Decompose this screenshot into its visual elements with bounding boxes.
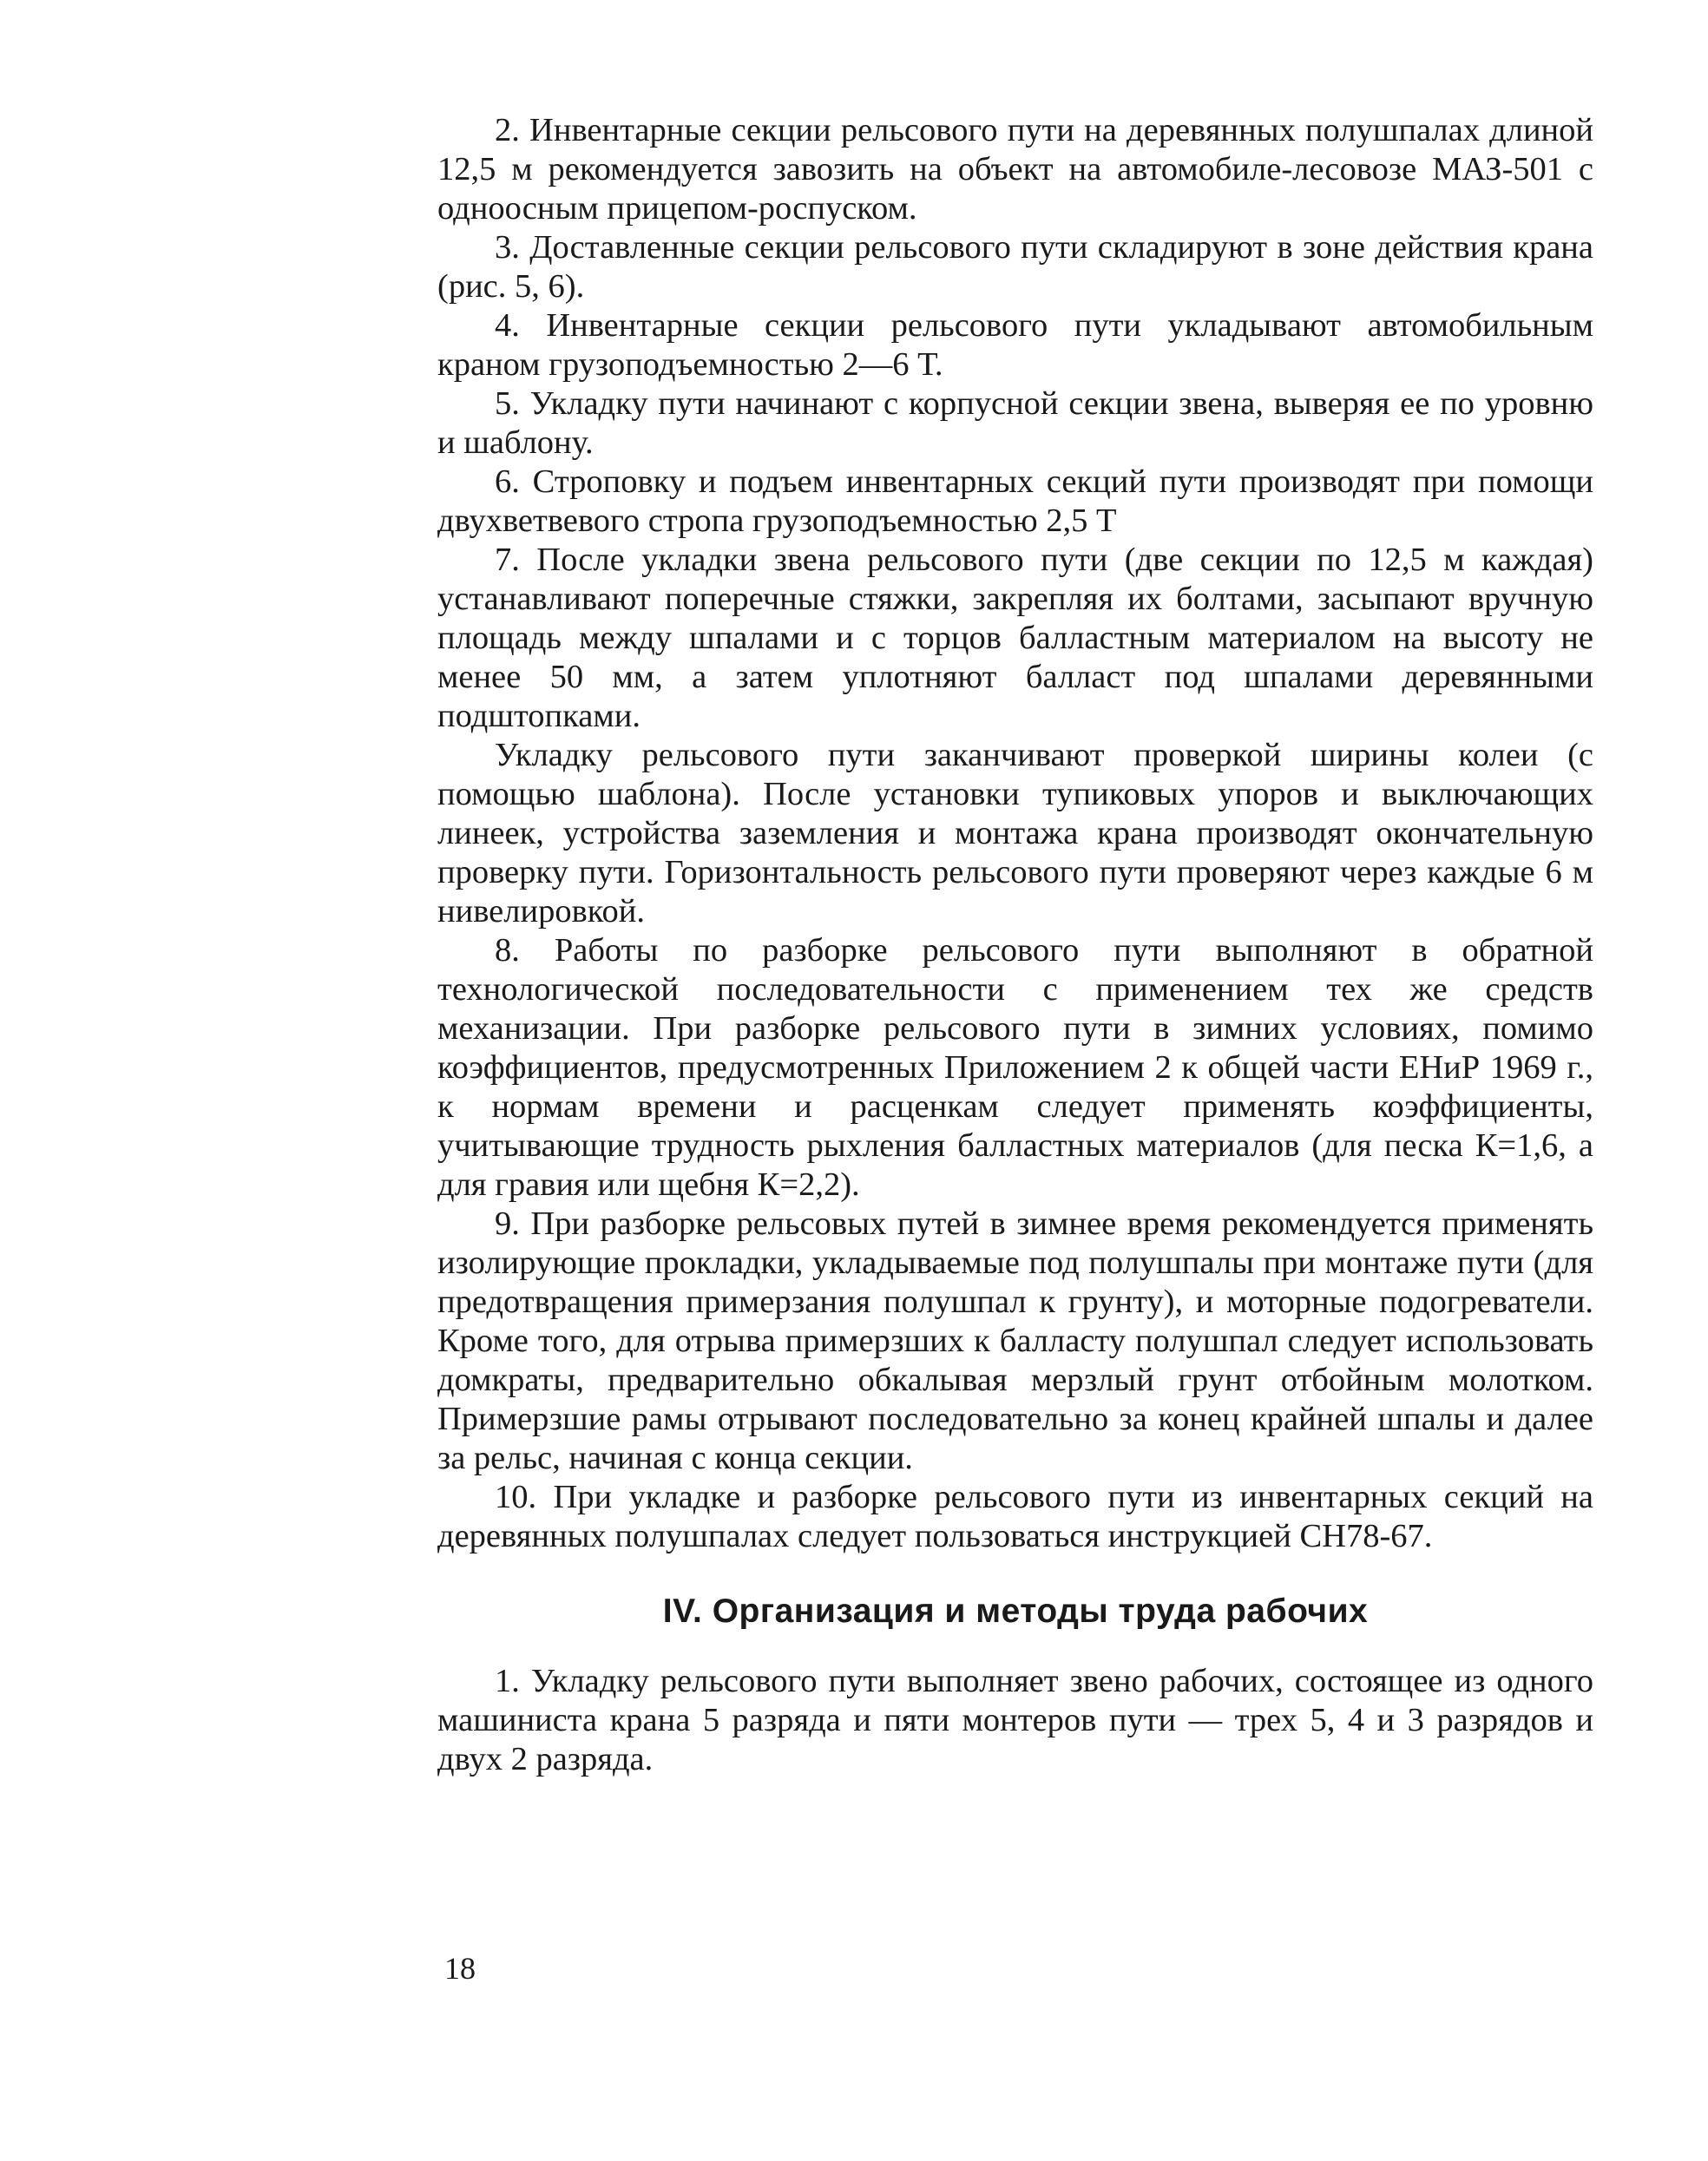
document-page xyxy=(437,111,1593,1779)
paragraph-item-7: 7. После укладки звена рельсового пути (две секции по 12,5 м каждая) устанавливают поперечные стяжки, закрепляя их болтами, засыпают вручную площадь между шпалами и с торцов балластным материалом на высоту не менее 50 мм, а затем уплотняют балласт под шпалами деревянными подштопками. xyxy=(437,542,1593,734)
paragraph-item-4: 4. Инвентарные секции рельсового пути укладывают автомобильным краном грузоподъемностью 2—6 Т. xyxy=(437,307,1593,383)
page-number: 18 xyxy=(444,1951,476,1986)
paragraph-item-6: 6. Строповку и подъем инвентарных секций пути производят при помощи двухветвевого стропа грузоподъемностью 2,5 Т xyxy=(437,463,1593,539)
paragraph-item-10: 10. При укладке и разборке рельсового пути из инвентарных секций на деревянных полушпалах следует пользоваться инструкцией СН78-67. xyxy=(437,1479,1593,1554)
paragraph-item-5: 5. Укладку пути начинают с корпусной секции звена, выверяя ее по уровню и шаблону. xyxy=(437,385,1593,461)
paragraph-track-check: Укладку рельсового пути заканчивают проверкой ширины колеи (с помощью шаблона). После установки тупиковых упоров и выключающих линеек, устройства заземления и монтажа крана производят окончательную проверку пути. Горизонтальность рельсового пути проверяют через каждые 6 м нивелировкой. xyxy=(437,737,1593,929)
section-paragraph-1: 1. Укладку рельсового пути выполняет звено рабочих, состоящее из одного машиниста крана 5 разряда и пяти монтеров пути — трех 5, 4 и 3 разрядов и двух 2 разряда. xyxy=(437,1663,1593,1777)
paragraph-item-8: 8. Работы по разборке рельсового пути выполняют в обратной технологической последовательности с применением тех же средств механизации. При разборке рельсового пути в зимних условиях, помимо коэффициентов, предусмотренных Приложением 2 к общей части ЕНиР 1969 г., к нормам времени и расценкам следует применять коэффициенты, учитывающие трудность рыхления балластных материалов (для песка К=1,6, а для гравия или щебня К=2,2). xyxy=(437,932,1593,1203)
paragraph-item-3: 3. Доставленные секции рельсового пути складируют в зоне действия крана (рис. 5, 6). xyxy=(437,229,1593,305)
paragraph-item-2: 2. Инвентарные секции рельсового пути на деревянных полушпалах длиной 12,5 м рекомендуется завозить на объект на автомобиле-лесовозе МАЗ-501 с одноосным прицепом-роспуском. xyxy=(437,112,1593,227)
paragraph-item-9: 9. При разборке рельсовых путей в зимнее время рекомендуется применять изолирующие прокладки, укладываемые под полушпалы при монтаже пути (для предотвращения примерзания полушпал к грунту), и моторные подогреватели. Кроме того, для отрыва примерзших к балласту полушпал следует использовать домкраты, предварительно обкалывая мерзлый грунт отбойным молотком. Примерзшие рамы отрывают последовательно за конец крайней шпалы и далее за рельс, начиная с конца секции. xyxy=(437,1205,1593,1476)
section-heading: IV. Организация и методы труда рабочих xyxy=(662,1593,1369,1630)
